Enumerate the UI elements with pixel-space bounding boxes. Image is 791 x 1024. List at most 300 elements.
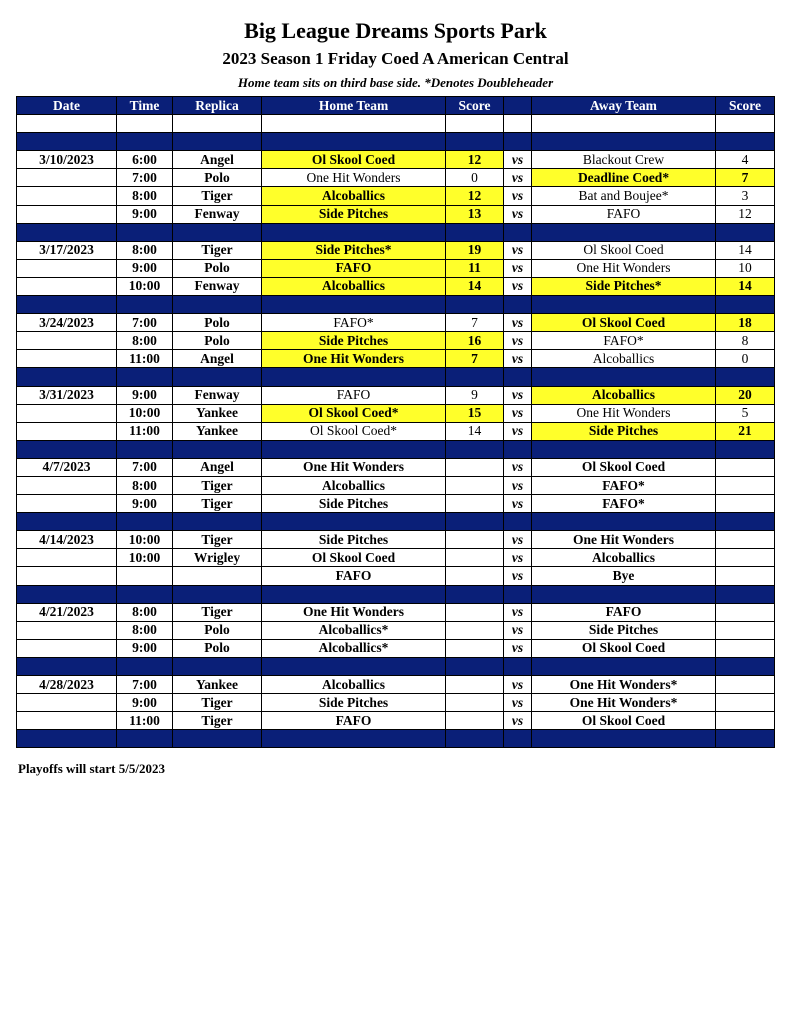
vs-cell: vs <box>504 277 532 295</box>
date-cell <box>17 621 117 639</box>
game-row <box>17 241 775 259</box>
game-row <box>17 621 775 639</box>
away-team-cell: Ol Skool Coed <box>532 314 716 332</box>
vs-cell: vs <box>504 241 532 259</box>
vs-cell: vs <box>504 205 532 223</box>
home-score-cell: 12 <box>446 187 504 205</box>
home-team-cell: Side Pitches <box>262 495 446 513</box>
vs-cell <box>504 585 532 603</box>
away-score-cell: 4 <box>716 151 775 169</box>
away-score-cell: 5 <box>716 404 775 422</box>
date-cell <box>17 585 117 603</box>
time-cell: 11:00 <box>117 422 173 440</box>
game-row <box>17 350 775 368</box>
away-team-cell: Side Pitches <box>532 422 716 440</box>
game-row <box>17 676 775 694</box>
home-score-cell <box>446 603 504 621</box>
column-header-time: Time <box>117 97 173 115</box>
away-team-cell: Alcoballics <box>532 386 716 404</box>
game-row <box>17 694 775 712</box>
home-score-cell <box>446 440 504 458</box>
home-team-cell <box>262 133 446 151</box>
home-team-cell: Ol Skool Coed* <box>262 422 446 440</box>
game-row <box>17 187 775 205</box>
home-team-cell: Side Pitches* <box>262 241 446 259</box>
time-cell: 9:00 <box>117 639 173 657</box>
date-cell <box>17 368 117 386</box>
date-cell: 4/28/2023 <box>17 676 117 694</box>
vs-cell: vs <box>504 187 532 205</box>
column-header-replica: Replica <box>173 97 262 115</box>
week-separator-row <box>17 730 775 748</box>
home-score-cell: 12 <box>446 151 504 169</box>
away-score-cell <box>716 712 775 730</box>
away-team-cell: Alcoballics <box>532 350 716 368</box>
home-score-cell: 14 <box>446 277 504 295</box>
replica-cell <box>173 296 262 314</box>
home-score-cell <box>446 712 504 730</box>
date-cell <box>17 223 117 241</box>
game-row <box>17 169 775 187</box>
away-score-cell <box>716 115 775 133</box>
vs-cell: vs <box>504 531 532 549</box>
date-cell <box>17 712 117 730</box>
time-cell: 8:00 <box>117 332 173 350</box>
home-score-cell <box>446 585 504 603</box>
date-cell <box>17 639 117 657</box>
away-score-cell <box>716 730 775 748</box>
home-team-cell: Alcoballics* <box>262 639 446 657</box>
home-score-cell <box>446 676 504 694</box>
replica-cell <box>173 657 262 675</box>
time-cell: 9:00 <box>117 495 173 513</box>
home-team-cell: One Hit Wonders <box>262 603 446 621</box>
away-score-cell <box>716 567 775 585</box>
vs-cell: vs <box>504 495 532 513</box>
date-cell <box>17 277 117 295</box>
vs-cell <box>504 296 532 314</box>
table-header-row <box>17 97 775 115</box>
column-header-date: Date <box>17 97 117 115</box>
date-cell <box>17 730 117 748</box>
game-row <box>17 314 775 332</box>
date-cell: 3/10/2023 <box>17 151 117 169</box>
time-cell: 9:00 <box>117 259 173 277</box>
date-cell <box>17 440 117 458</box>
replica-cell: Yankee <box>173 676 262 694</box>
week-separator-row <box>17 440 775 458</box>
game-row <box>17 386 775 404</box>
away-score-cell <box>716 513 775 531</box>
replica-cell: Yankee <box>173 422 262 440</box>
away-team-cell <box>532 730 716 748</box>
home-score-cell: 15 <box>446 404 504 422</box>
home-team-cell: Ol Skool Coed <box>262 549 446 567</box>
away-score-cell <box>716 458 775 476</box>
date-cell: 3/17/2023 <box>17 241 117 259</box>
home-team-cell: Side Pitches <box>262 694 446 712</box>
replica-cell: Tiger <box>173 694 262 712</box>
time-cell <box>117 657 173 675</box>
home-team-cell: Alcoballics <box>262 676 446 694</box>
date-cell <box>17 205 117 223</box>
vs-cell <box>504 223 532 241</box>
game-row <box>17 277 775 295</box>
week-separator-row <box>17 296 775 314</box>
away-score-cell <box>716 296 775 314</box>
time-cell: 7:00 <box>117 458 173 476</box>
vs-cell: vs <box>504 603 532 621</box>
game-row <box>17 332 775 350</box>
home-score-cell <box>446 296 504 314</box>
game-row <box>17 603 775 621</box>
replica-cell: Tiger <box>173 712 262 730</box>
home-score-cell: 13 <box>446 205 504 223</box>
home-team-cell: Alcoballics* <box>262 621 446 639</box>
home-team-cell: One Hit Wonders <box>262 169 446 187</box>
replica-cell: Angel <box>173 151 262 169</box>
time-cell <box>117 133 173 151</box>
home-team-cell <box>262 368 446 386</box>
time-cell: 8:00 <box>117 241 173 259</box>
away-score-cell: 0 <box>716 350 775 368</box>
replica-cell <box>173 513 262 531</box>
game-row <box>17 495 775 513</box>
away-team-cell: FAFO* <box>532 495 716 513</box>
vs-cell: vs <box>504 621 532 639</box>
game-row <box>17 259 775 277</box>
week-separator-row <box>17 585 775 603</box>
home-score-cell <box>446 549 504 567</box>
time-cell: 6:00 <box>117 151 173 169</box>
game-row <box>17 531 775 549</box>
away-score-cell: 12 <box>716 205 775 223</box>
replica-cell: Polo <box>173 259 262 277</box>
replica-cell: Tiger <box>173 495 262 513</box>
home-team-cell: Ol Skool Coed* <box>262 404 446 422</box>
away-score-cell <box>716 368 775 386</box>
home-score-cell <box>446 458 504 476</box>
time-cell: 10:00 <box>117 404 173 422</box>
week-separator-row <box>17 657 775 675</box>
away-team-cell: One Hit Wonders* <box>532 676 716 694</box>
replica-cell <box>173 368 262 386</box>
time-cell: 7:00 <box>117 169 173 187</box>
away-team-cell: Ol Skool Coed <box>532 639 716 657</box>
date-cell <box>17 187 117 205</box>
vs-cell <box>504 133 532 151</box>
away-team-cell: One Hit Wonders <box>532 404 716 422</box>
vs-cell: vs <box>504 712 532 730</box>
away-score-cell <box>716 621 775 639</box>
time-cell: 8:00 <box>117 603 173 621</box>
date-cell: 4/7/2023 <box>17 458 117 476</box>
replica-cell: Tiger <box>173 476 262 494</box>
away-team-cell <box>532 657 716 675</box>
replica-cell <box>173 585 262 603</box>
vs-cell: vs <box>504 169 532 187</box>
replica-cell: Fenway <box>173 205 262 223</box>
column-header-away-score: Score <box>716 97 775 115</box>
home-team-cell: One Hit Wonders <box>262 350 446 368</box>
time-cell: 7:00 <box>117 314 173 332</box>
away-score-cell: 18 <box>716 314 775 332</box>
replica-cell: Polo <box>173 332 262 350</box>
schedule-body <box>17 115 775 748</box>
date-cell: 4/14/2023 <box>17 531 117 549</box>
away-team-cell <box>532 115 716 133</box>
home-score-cell <box>446 133 504 151</box>
away-score-cell <box>716 495 775 513</box>
date-cell <box>17 476 117 494</box>
week-separator-row <box>17 513 775 531</box>
home-score-cell <box>446 730 504 748</box>
home-team-cell: Alcoballics <box>262 277 446 295</box>
home-score-cell: 0 <box>446 169 504 187</box>
away-score-cell <box>716 133 775 151</box>
home-score-cell <box>446 657 504 675</box>
away-score-cell <box>716 585 775 603</box>
time-cell: 11:00 <box>117 712 173 730</box>
home-team-cell: FAFO <box>262 712 446 730</box>
vs-cell: vs <box>504 151 532 169</box>
replica-cell: Fenway <box>173 386 262 404</box>
away-score-cell <box>716 639 775 657</box>
replica-cell: Yankee <box>173 404 262 422</box>
home-score-cell: 19 <box>446 241 504 259</box>
schedule-table <box>16 96 775 748</box>
home-team-cell <box>262 657 446 675</box>
replica-cell: Tiger <box>173 531 262 549</box>
vs-cell <box>504 115 532 133</box>
away-team-cell: Ol Skool Coed <box>532 458 716 476</box>
replica-cell <box>173 730 262 748</box>
date-cell <box>17 495 117 513</box>
time-cell: 7:00 <box>117 676 173 694</box>
replica-cell <box>173 133 262 151</box>
away-team-cell: Side Pitches <box>532 621 716 639</box>
away-score-cell <box>716 549 775 567</box>
vs-cell: vs <box>504 404 532 422</box>
away-team-cell <box>532 368 716 386</box>
vs-cell: vs <box>504 676 532 694</box>
vs-cell <box>504 657 532 675</box>
home-team-cell: One Hit Wonders <box>262 458 446 476</box>
time-cell: 9:00 <box>117 386 173 404</box>
game-row <box>17 712 775 730</box>
replica-cell <box>173 440 262 458</box>
away-score-cell <box>716 223 775 241</box>
home-team-cell <box>262 115 446 133</box>
date-cell <box>17 332 117 350</box>
vs-cell: vs <box>504 549 532 567</box>
replica-cell: Tiger <box>173 603 262 621</box>
vs-cell: vs <box>504 639 532 657</box>
home-team-cell: Ol Skool Coed <box>262 151 446 169</box>
away-team-cell: Alcoballics <box>532 549 716 567</box>
away-score-cell: 14 <box>716 277 775 295</box>
game-row <box>17 567 775 585</box>
home-score-cell: 7 <box>446 314 504 332</box>
away-team-cell <box>532 513 716 531</box>
away-team-cell <box>532 223 716 241</box>
game-row <box>17 151 775 169</box>
date-cell <box>17 549 117 567</box>
away-score-cell <box>716 476 775 494</box>
vs-cell: vs <box>504 259 532 277</box>
vs-cell <box>504 440 532 458</box>
away-team-cell <box>532 440 716 458</box>
time-cell: 10:00 <box>117 277 173 295</box>
home-score-cell <box>446 115 504 133</box>
home-score-cell <box>446 476 504 494</box>
home-team-cell <box>262 223 446 241</box>
away-team-cell: FAFO* <box>532 332 716 350</box>
game-row <box>17 422 775 440</box>
date-cell <box>17 404 117 422</box>
replica-cell <box>173 223 262 241</box>
page-subtitle: 2023 Season 1 Friday Coed A American Central <box>222 49 569 68</box>
home-team-cell <box>262 440 446 458</box>
home-team-cell <box>262 296 446 314</box>
away-score-cell: 7 <box>716 169 775 187</box>
week-separator-row <box>17 223 775 241</box>
away-score-cell <box>716 531 775 549</box>
replica-cell: Tiger <box>173 241 262 259</box>
game-row <box>17 476 775 494</box>
away-team-cell: Bye <box>532 567 716 585</box>
time-cell <box>117 730 173 748</box>
away-score-cell: 21 <box>716 422 775 440</box>
date-cell <box>17 259 117 277</box>
date-cell <box>17 513 117 531</box>
date-cell <box>17 133 117 151</box>
date-cell <box>17 657 117 675</box>
column-header-home-team: Home Team <box>262 97 446 115</box>
time-cell: 8:00 <box>117 621 173 639</box>
date-cell <box>17 422 117 440</box>
home-score-cell <box>446 694 504 712</box>
home-team-cell: Side Pitches <box>262 332 446 350</box>
home-score-cell <box>446 531 504 549</box>
home-score-cell: 9 <box>446 386 504 404</box>
replica-cell: Angel <box>173 350 262 368</box>
away-score-cell: 8 <box>716 332 775 350</box>
vs-cell: vs <box>504 314 532 332</box>
game-row <box>17 458 775 476</box>
replica-cell: Fenway <box>173 277 262 295</box>
home-score-cell <box>446 368 504 386</box>
date-cell: 3/31/2023 <box>17 386 117 404</box>
replica-cell: Polo <box>173 621 262 639</box>
away-score-cell <box>716 657 775 675</box>
home-score-cell <box>446 495 504 513</box>
away-team-cell: One Hit Wonders* <box>532 694 716 712</box>
replica-cell: Wrigley <box>173 549 262 567</box>
away-team-cell <box>532 133 716 151</box>
vs-cell <box>504 368 532 386</box>
vs-cell: vs <box>504 332 532 350</box>
game-row <box>17 549 775 567</box>
time-cell <box>117 368 173 386</box>
header-note: Home team sits on third base side. *Denotes Doubleheader <box>237 75 554 90</box>
home-team-cell: FAFO <box>262 259 446 277</box>
home-score-cell <box>446 567 504 585</box>
vs-cell: vs <box>504 458 532 476</box>
away-score-cell: 10 <box>716 259 775 277</box>
away-team-cell: FAFO* <box>532 476 716 494</box>
replica-cell: Tiger <box>173 187 262 205</box>
time-cell <box>117 513 173 531</box>
vs-cell: vs <box>504 350 532 368</box>
away-team-cell <box>532 585 716 603</box>
vs-cell <box>504 730 532 748</box>
week-separator-row <box>17 368 775 386</box>
home-team-cell: Side Pitches <box>262 205 446 223</box>
away-score-cell: 3 <box>716 187 775 205</box>
vs-cell: vs <box>504 386 532 404</box>
blank-row <box>17 115 775 133</box>
replica-cell: Angel <box>173 458 262 476</box>
vs-cell: vs <box>504 694 532 712</box>
home-team-cell: FAFO* <box>262 314 446 332</box>
date-cell: 4/21/2023 <box>17 603 117 621</box>
column-header-away-team: Away Team <box>532 97 716 115</box>
away-team-cell: One Hit Wonders <box>532 259 716 277</box>
time-cell <box>117 440 173 458</box>
date-cell: 3/24/2023 <box>17 314 117 332</box>
game-row <box>17 404 775 422</box>
home-team-cell: FAFO <box>262 567 446 585</box>
vs-cell: vs <box>504 422 532 440</box>
away-team-cell: Deadline Coed* <box>532 169 716 187</box>
time-cell: 9:00 <box>117 694 173 712</box>
replica-cell: Polo <box>173 314 262 332</box>
away-team-cell: Bat and Boujee* <box>532 187 716 205</box>
time-cell: 10:00 <box>117 531 173 549</box>
time-cell <box>117 585 173 603</box>
away-team-cell: Ol Skool Coed <box>532 241 716 259</box>
away-score-cell <box>716 440 775 458</box>
home-score-cell <box>446 513 504 531</box>
home-team-cell <box>262 513 446 531</box>
playoffs-note: Playoffs will start 5/5/2023 <box>18 761 165 776</box>
time-cell: 10:00 <box>117 549 173 567</box>
vs-cell: vs <box>504 567 532 585</box>
home-team-cell: FAFO <box>262 386 446 404</box>
home-score-cell: 11 <box>446 259 504 277</box>
replica-cell <box>173 115 262 133</box>
replica-cell: Polo <box>173 639 262 657</box>
away-team-cell <box>532 296 716 314</box>
home-score-cell: 7 <box>446 350 504 368</box>
replica-cell: Polo <box>173 169 262 187</box>
away-score-cell <box>716 694 775 712</box>
time-cell: 8:00 <box>117 187 173 205</box>
home-score-cell <box>446 621 504 639</box>
home-team-cell <box>262 585 446 603</box>
home-team-cell <box>262 730 446 748</box>
date-cell <box>17 115 117 133</box>
home-score-cell: 16 <box>446 332 504 350</box>
date-cell <box>17 567 117 585</box>
game-row <box>17 639 775 657</box>
week-separator-row <box>17 133 775 151</box>
date-cell <box>17 694 117 712</box>
away-team-cell: FAFO <box>532 205 716 223</box>
away-team-cell: Ol Skool Coed <box>532 712 716 730</box>
home-score-cell <box>446 639 504 657</box>
